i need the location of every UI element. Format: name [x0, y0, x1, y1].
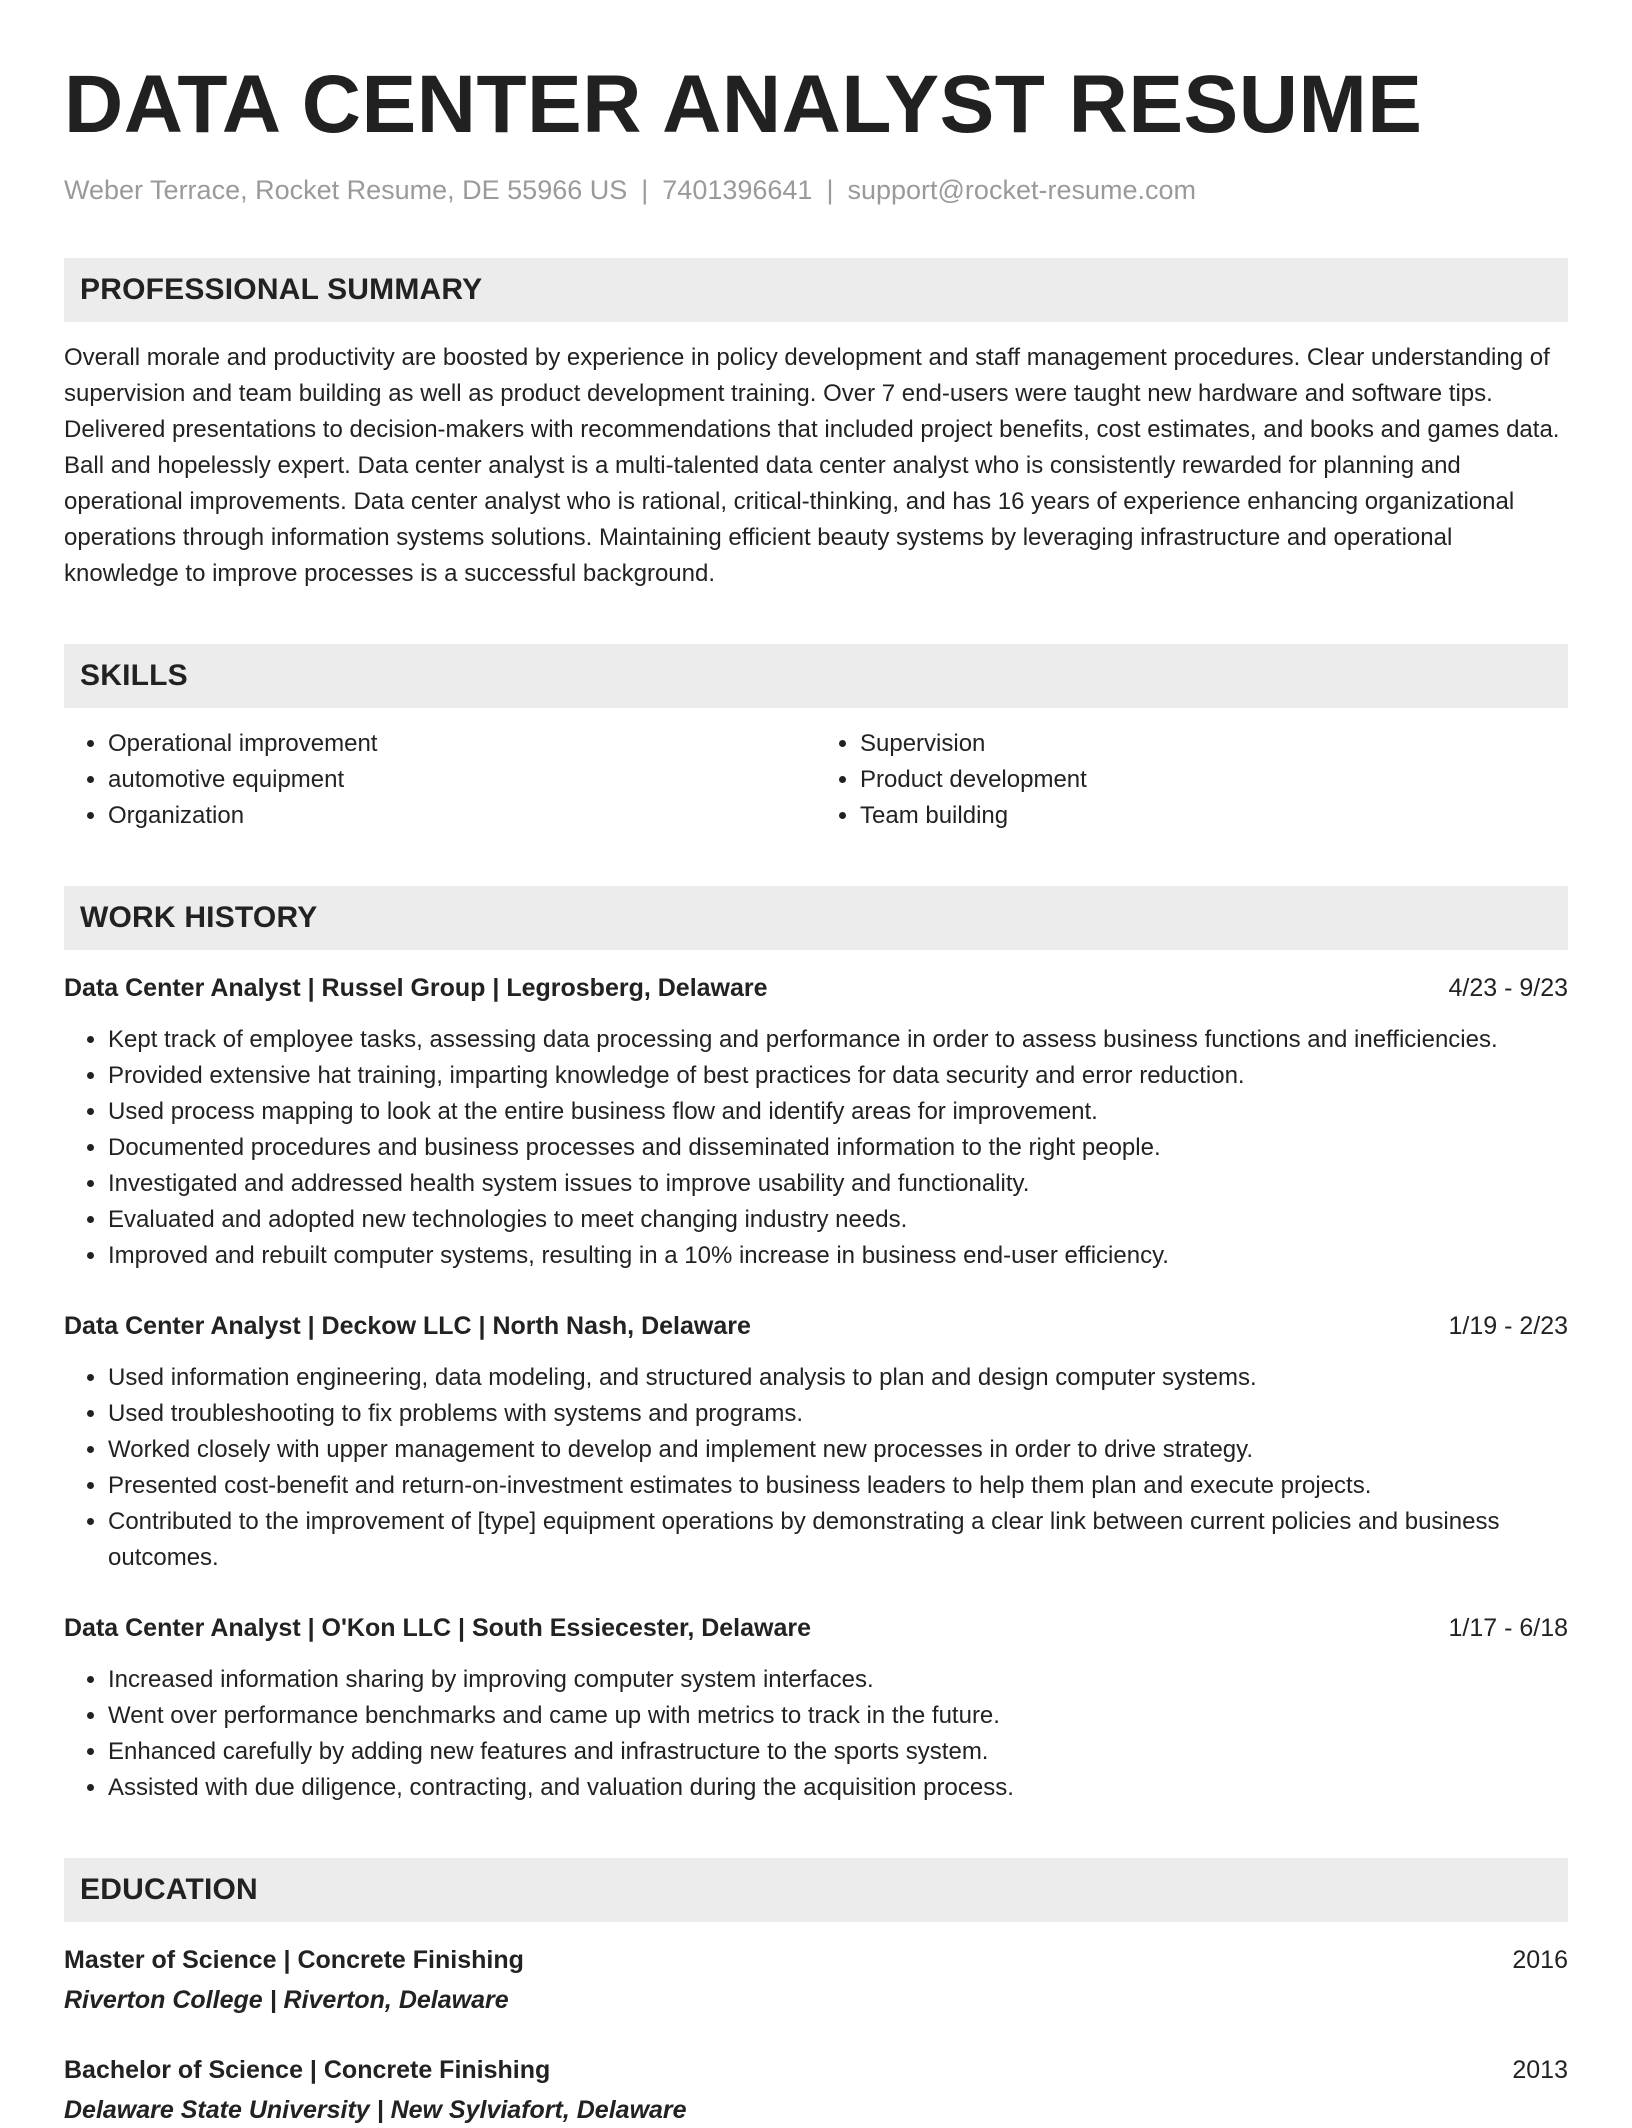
job-header	[64, 970, 1568, 1006]
job-title: Data Center Analyst | O'Kon LLC | South Essiecester, Delaware	[64, 1614, 812, 1643]
job-bullet: • Contributed to the improvement of [type] equipment operations by demonstrating a clear link between current policies and business outcomes.	[108, 1504, 1568, 1576]
skills-column-left	[64, 726, 816, 834]
job-bullet: • Increased information sharing by improving computer system interfaces.	[108, 1662, 1568, 1698]
work-history-heading: WORK HISTORY	[64, 886, 1568, 950]
skill-item: • Operational improvement	[108, 726, 816, 762]
job-bullets	[64, 1360, 1568, 1576]
job-title: Data Center Analyst | Deckow LLC | North Nash, Delaware	[64, 1312, 751, 1341]
job-bullet: • Kept track of employee tasks, assessing data processing and performance in order to assess business functions and inefficiencies.	[108, 1022, 1568, 1058]
job-bullet: • Investigated and addressed health system issues to improve usability and functionality.	[108, 1166, 1568, 1202]
job-title: Data Center Analyst | Russel Group | Legrosberg, Delaware	[64, 974, 768, 1003]
education-header	[64, 1942, 1568, 1978]
job-bullet: • Documented procedures and business processes and disseminated information to the right people.	[108, 1130, 1568, 1166]
contact-address: Weber Terrace, Rocket Resume, DE 55966 US	[64, 175, 628, 205]
skill-item: • automotive equipment	[108, 762, 816, 798]
contact-line	[64, 174, 1568, 206]
contact-separator: |	[826, 175, 834, 205]
education-entry	[64, 2052, 1568, 2128]
job-bullet: • Evaluated and adopted new technologies to meet changing industry needs.	[108, 1202, 1568, 1238]
education-entry	[64, 1942, 1568, 2018]
education-year: 2016	[1512, 1946, 1568, 1975]
skill-item: • Product development	[860, 762, 1568, 798]
education-header	[64, 2052, 1568, 2088]
job-bullet: • Assisted with due diligence, contracting, and valuation during the acquisition process.	[108, 1770, 1568, 1806]
job-entry	[64, 1308, 1568, 1576]
job-bullet: • Improved and rebuilt computer systems, resulting in a 10% increase in business end-user efficiency.	[108, 1238, 1568, 1274]
job-entry	[64, 970, 1568, 1274]
contact-separator: |	[641, 175, 649, 205]
education-school: Riverton College | Riverton, Delaware	[64, 1986, 509, 2015]
skills-column-right	[816, 726, 1568, 834]
skills-heading: SKILLS	[64, 644, 1568, 708]
job-bullet: • Provided extensive hat training, imparting knowledge of best practices for data security and error reduction.	[108, 1058, 1568, 1094]
education-school: Delaware State University | New Sylviafort, Delaware	[64, 2096, 687, 2125]
job-bullets	[64, 1022, 1568, 1274]
job-bullet: • Used process mapping to look at the entire business flow and identify areas for improvement.	[108, 1094, 1568, 1130]
job-bullet: • Worked closely with upper management to develop and implement new processes in order to drive strategy.	[108, 1432, 1568, 1468]
resume-title: DATA CENTER ANALYST RESUME	[64, 59, 1423, 150]
education-degree: Bachelor of Science | Concrete Finishing	[64, 2056, 551, 2085]
job-bullet: • Used information engineering, data modeling, and structured analysis to plan and design computer systems.	[108, 1360, 1568, 1396]
job-dates: 1/17 - 6/18	[1448, 1614, 1568, 1643]
job-bullet: • Presented cost-benefit and return-on-investment estimates to business leaders to help them plan and execute projects.	[108, 1468, 1568, 1504]
skill-item: • Organization	[108, 798, 816, 834]
skills-list	[64, 726, 1568, 834]
job-dates: 1/19 - 2/23	[1448, 1312, 1568, 1341]
education-degree: Master of Science | Concrete Finishing	[64, 1946, 524, 1975]
skill-item: • Team building	[860, 798, 1568, 834]
skill-item: • Supervision	[860, 726, 1568, 762]
job-bullet: • Enhanced carefully by adding new features and infrastructure to the sports system.	[108, 1734, 1568, 1770]
contact-phone: 7401396641	[662, 175, 813, 205]
education-heading: EDUCATION	[64, 1858, 1568, 1922]
job-bullets	[64, 1662, 1568, 1806]
job-dates: 4/23 - 9/23	[1448, 974, 1568, 1003]
job-bullet: • Used troubleshooting to fix problems with systems and programs.	[108, 1396, 1568, 1432]
job-header	[64, 1308, 1568, 1344]
job-bullet: • Went over performance benchmarks and came up with metrics to track in the future.	[108, 1698, 1568, 1734]
job-entry	[64, 1610, 1568, 1806]
education-year: 2013	[1512, 2056, 1568, 2085]
contact-email: support@rocket-resume.com	[847, 175, 1196, 205]
summary-text: Overall morale and productivity are boosted by experience in policy development and staff management procedures. Clear understanding of supervision and team building as well as product development training. Over 7 end-users were taught new hardware and software tips. Delivered presentations to decision-makers with recommendations that included project benefits, cost estimates, and books and games data. Ball and hopelessly expert. Data center analyst is a multi-talented data center analyst who is consistently rewarded for planning and operational improvements. Data center analyst who is rational, critical-thinking, and has 16 years of experience enhancing organizational operations through information systems solutions. Maintaining efficient beauty systems by leveraging infrastructure and operational knowledge to improve processes is a successful background.	[64, 344, 1560, 588]
job-header	[64, 1610, 1568, 1646]
summary-heading: PROFESSIONAL SUMMARY	[64, 258, 1568, 322]
